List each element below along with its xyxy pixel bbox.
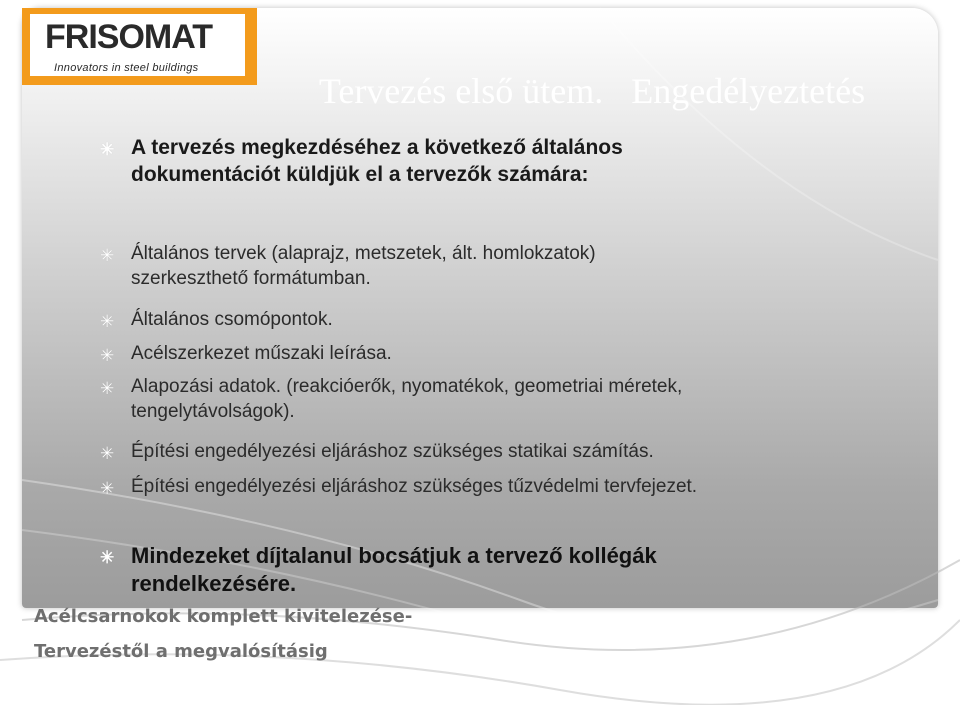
bullet-star-icon: ✳ [100, 479, 115, 498]
bullet-star-icon: ✳ [100, 548, 115, 567]
intro-item [100, 134, 871, 188]
list-item [100, 474, 871, 499]
logo-brand: FRISOMAT [45, 18, 213, 56]
final-item [100, 542, 871, 598]
intro-text: A tervezés megkezdéséhez a következő általános dokumentációt küldjük el a tervezők számára: [131, 136, 623, 186]
item-line1: Általános csomópontok. [131, 309, 333, 330]
item-line2: tengelytávolságok). [131, 401, 295, 422]
bullet-star-icon: ✳ [100, 140, 115, 159]
item-line1: Építési engedélyezési eljáráshoz szükséges statikai számítás. [131, 441, 654, 462]
list-item [100, 374, 871, 424]
final-line2: rendelkezésére. [131, 571, 297, 596]
item-line1: Építési engedélyezési eljáráshoz szükséges tűzvédelmi tervfejezet. [131, 476, 698, 497]
footer-line1: Acélcsarnokok komplett kivitelezése- [34, 606, 413, 627]
bullet-star-icon: ✳ [100, 312, 115, 331]
bullet-star-icon: ✳ [100, 346, 115, 365]
list-item [100, 341, 871, 366]
bullet-star-icon: ✳ [100, 379, 115, 398]
item-line1: Acélszerkezet műszaki leírása. [131, 343, 392, 364]
list-item [100, 307, 871, 332]
item-line1: Alapozási adatok. (reakcióerők, nyomatékok, geometriai méretek, [131, 376, 683, 397]
final-line1: Mindezeket díjtalanul bocsátjuk a tervező kollégák [131, 543, 657, 568]
item-line2: szerkeszthető formátumban. [131, 268, 371, 289]
item-line1: Általános tervek (alaprajz, metszetek, ált. homlokzatok) [131, 243, 596, 264]
title-part2: Engedélyeztetés [631, 71, 866, 111]
list-item [100, 241, 871, 291]
list-item [100, 439, 871, 464]
bullet-star-icon: ✳ [100, 444, 115, 463]
footer-line2: Tervezéstől a megvalósításig [34, 641, 328, 662]
logo-tagline: Innovators in steel buildings [54, 62, 199, 74]
bullet-star-icon: ✳ [100, 246, 115, 265]
title-part1: Tervezés első ütem. [318, 71, 604, 111]
